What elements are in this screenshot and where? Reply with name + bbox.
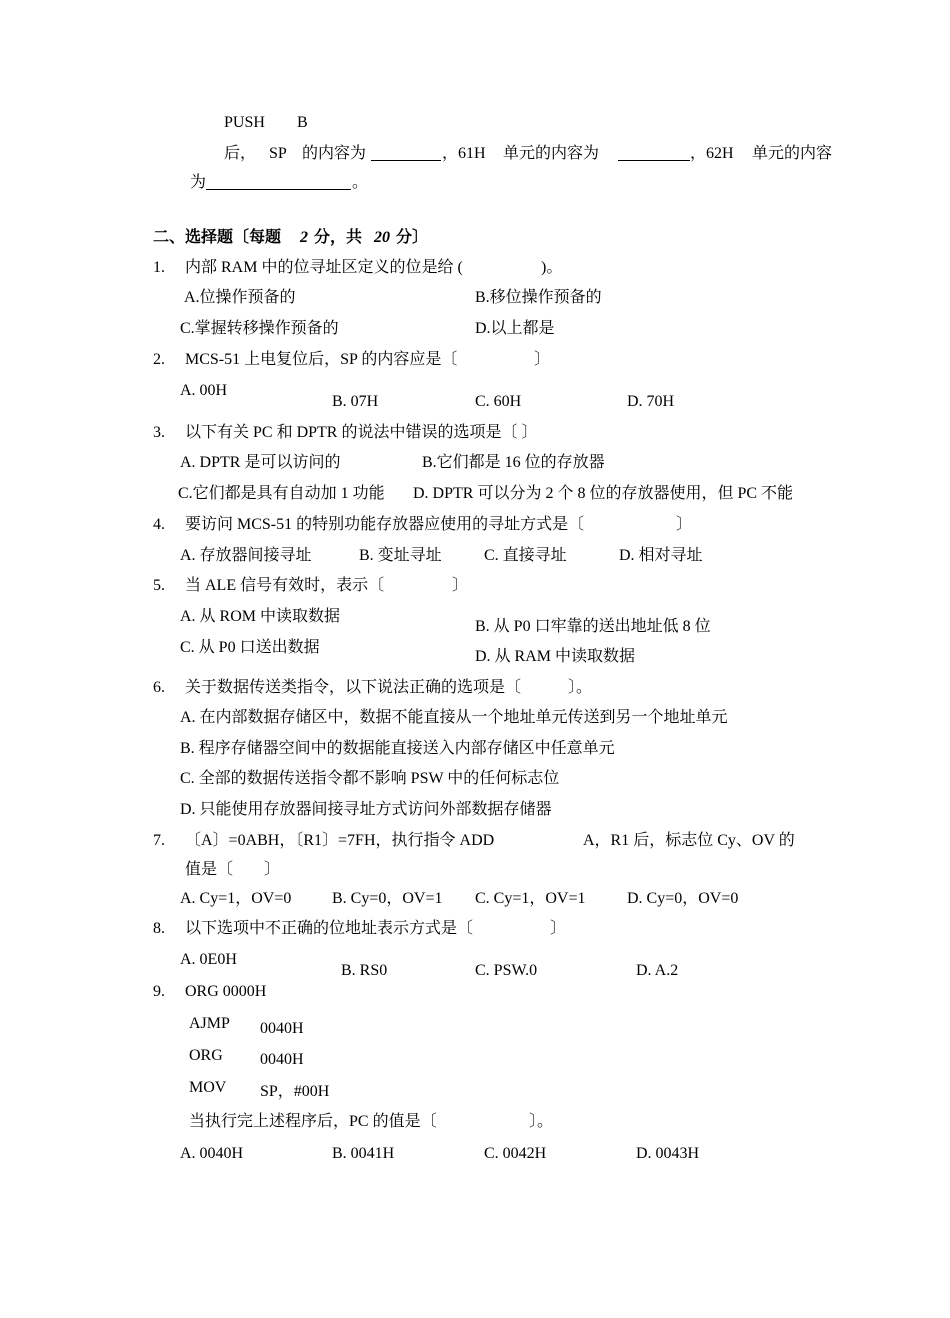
question-text: 〕。 bbox=[529, 1113, 554, 1130]
option-d: D.以上都是 bbox=[475, 320, 555, 337]
question-number: 3. bbox=[153, 424, 165, 441]
question-number: 4. bbox=[153, 516, 165, 533]
question-text: 关于数据传送类指令，以下说法正确的选项是〔 bbox=[185, 679, 522, 696]
question-text: 内部 RAM 中的位寻址区定义的位是给 ( bbox=[185, 259, 463, 276]
option-a: A. 0E0H bbox=[180, 951, 237, 968]
fill-blank bbox=[371, 144, 441, 167]
intro-text: 的内容为 bbox=[302, 145, 367, 162]
code-instruction: MOV bbox=[189, 1079, 227, 1096]
question-text: 〕。 bbox=[568, 679, 593, 696]
option-a: A. 存放器间接寻址 bbox=[180, 547, 312, 564]
code-operand: 0040H bbox=[260, 1051, 304, 1068]
question-number: 9. bbox=[153, 983, 165, 1000]
question-text: A，R1 后，标志位 Cy、OV 的 bbox=[583, 832, 795, 849]
question-text: )。 bbox=[541, 259, 563, 276]
option-d: D. 0043H bbox=[636, 1145, 700, 1162]
option-c: C. 全部的数据传送指令都不影响 PSW 中的任何标志位 bbox=[180, 770, 560, 787]
option-d: D. DPTR 可以分为 2 个 8 位的存放器使用，但 PC 不能 bbox=[413, 485, 794, 502]
fill-blank bbox=[206, 173, 351, 196]
intro-text: 单元的内容为 bbox=[503, 145, 600, 162]
question-text: 当 ALE 信号有效时，表示〔 bbox=[185, 577, 385, 594]
question-text: 当执行完上述程序后，PC 的值是〔 bbox=[189, 1113, 437, 1130]
intro-text: SP bbox=[269, 145, 287, 162]
question-text: 要访问 MCS-51 的特别功能存放器应使用的寻址方式是〔 bbox=[185, 516, 585, 533]
option-d: D. 70H bbox=[627, 393, 675, 410]
option-a: A. 00H bbox=[180, 382, 228, 399]
intro-text: 单元的内容 bbox=[752, 145, 833, 162]
question-number: 6. bbox=[153, 679, 165, 696]
question-text: 〔A〕=0ABH，〔R1〕=7FH，执行指令 ADD bbox=[185, 832, 495, 849]
question-text: 〕 bbox=[534, 351, 551, 368]
option-d: D. A.2 bbox=[636, 962, 679, 979]
question-text: MCS-51 上电复位后，SP 的内容应是〔 bbox=[185, 351, 458, 368]
code-operand: SP，#00H bbox=[260, 1083, 330, 1100]
option-d: D. 相对寻址 bbox=[619, 547, 703, 564]
document-page: PUSH B 后， SP 的内容为 ，61H 单元的内容为 ，62H 单元的内容 为 。 二、选择题〔每题 2 分，共 20 分〕 1. 内部 RAM 中的位寻址区定义的位是给 ( )。 A.位操作预备的 B.移位操作预备的 C.掌握转移操作预备的 D.以上都是 2. MCS-51 上电复位后，SP 的内容应是〔 〕 A. 00H B. 07H C. 60H D. 70H 3. 以下有关 PC 和 DPTR 的说法中错误的选项是〔 〕 A. DPTR 是可以访问的 B.它们都是 16 位的存放器 C.它们都是具有自动加 1 功能 D. DPTR 可以分为 2 个 8 位的存放器使用，但 PC 不能 4. 要访问 MCS-51 的特别功能存放器应使用的寻址方式是〔 〕 A. 存放器间接寻址 B. 变址寻址 C. 直接寻址 D. 相对寻址 5. 当 ALE 信号有效时，表示〔 〕 A. 从 ROM 中读取数据 B. 从 P0 口牢靠的送出地址低 8 位 C. 从 P0 口送出数据 D. 从 RAM 中读取数据 6. 关于数据传送类指令，以下说法正确的选项是〔 〕。 A. 在内部数据存储区中，数据不能直接从一个地址单元传送到另一个地址单元 B. 程序存储器空间中的数据能直接送入内部存储区中任意单元 C. 全部的数据传送指令都不影响 PSW 中的任何标志位 D. 只能使用存放器间接寻址方式访问外部数据存储器 7. 〔A〕=0ABH，〔R1〕=7FH，执行指令 ADD A，R1 后，标志位 Cy、OV 的 值是〔 〕 A. Cy=1，OV=0 B. Cy=0，OV=1 C. Cy=1，OV=1 D. Cy=0，OV=0 8. 以下选项中不正确的位地址表示方式是〔 〕 A. 0E0H B. RS0 C. PSW.0 D. A.2 9. ORG 0000H AJMP 0040H ORG 0040H MOV SP，#00H 当执行完上述程序后，PC 的值是〔 〕。 A. 0040H B. 0041H C. 0042H D. 0043H bbox=[0, 0, 950, 1318]
option-b: B.移位操作预备的 bbox=[475, 289, 602, 306]
option-b: B. 07H bbox=[332, 393, 379, 410]
question-text: 〕 bbox=[264, 861, 281, 878]
intro-text: 为 bbox=[190, 174, 207, 191]
option-c: C. Cy=1，OV=1 bbox=[475, 890, 586, 907]
question-text: ORG 0000H bbox=[185, 983, 267, 1000]
intro-push: PUSH bbox=[224, 114, 265, 131]
option-a: A.位操作预备的 bbox=[184, 289, 296, 306]
option-b: B. RS0 bbox=[341, 962, 388, 979]
question-number: 1. bbox=[153, 259, 165, 276]
intro-text: 。 bbox=[352, 174, 369, 191]
code-operand: 0040H bbox=[260, 1020, 304, 1037]
option-b: B. 从 P0 口牢靠的送出地址低 8 位 bbox=[475, 618, 711, 635]
option-c: C. PSW.0 bbox=[475, 962, 538, 979]
question-number: 2. bbox=[153, 351, 165, 368]
intro-push-operand: B bbox=[297, 114, 308, 131]
question-text: 以下选项中不正确的位地址表示方式是〔 bbox=[185, 920, 474, 937]
option-b: B. 程序存储器空间中的数据能直接送入内部存储区中任意单元 bbox=[180, 740, 615, 757]
option-c: C. 60H bbox=[475, 393, 522, 410]
code-instruction: ORG bbox=[189, 1047, 223, 1064]
question-text: 值是〔 bbox=[185, 861, 234, 878]
intro-text: ，62H bbox=[690, 145, 734, 162]
option-c: C.掌握转移操作预备的 bbox=[180, 320, 339, 337]
question-text: 以下有关 PC 和 DPTR 的说法中错误的选项是〔 〕 bbox=[185, 424, 538, 441]
option-b: B. 变址寻址 bbox=[359, 547, 442, 564]
option-c: C. 从 P0 口送出数据 bbox=[180, 639, 320, 656]
intro-text: ，61H bbox=[442, 145, 486, 162]
option-a: A. 从 ROM 中读取数据 bbox=[180, 608, 341, 625]
question-number: 8. bbox=[153, 920, 165, 937]
question-number: 7. bbox=[153, 832, 165, 849]
option-a: A. DPTR 是可以访问的 bbox=[180, 454, 341, 471]
code-instruction: AJMP bbox=[189, 1015, 230, 1032]
question-number: 5. bbox=[153, 577, 165, 594]
option-d: D. 只能使用存放器间接寻址方式访问外部数据存储器 bbox=[180, 801, 552, 818]
option-b: B. 0041H bbox=[332, 1145, 395, 1162]
option-d: D. 从 RAM 中读取数据 bbox=[475, 648, 636, 665]
option-b: B. Cy=0，OV=1 bbox=[332, 890, 443, 907]
option-a: A. 在内部数据存储区中，数据不能直接从一个地址单元传送到另一个地址单元 bbox=[180, 709, 728, 726]
question-text: 〕 bbox=[452, 577, 469, 594]
fill-blank bbox=[618, 144, 690, 167]
option-d: D. Cy=0，OV=0 bbox=[627, 890, 739, 907]
question-text: 〕 bbox=[676, 516, 693, 533]
intro-text: 后， bbox=[224, 145, 257, 162]
question-text: 〕 bbox=[550, 920, 567, 937]
option-c: C.它们都是具有自动加 1 功能 bbox=[178, 485, 385, 502]
option-b: B.它们都是 16 位的存放器 bbox=[422, 454, 605, 471]
option-a: A. 0040H bbox=[180, 1145, 244, 1162]
option-a: A. Cy=1，OV=0 bbox=[180, 890, 292, 907]
option-c: C. 直接寻址 bbox=[484, 547, 567, 564]
option-c: C. 0042H bbox=[484, 1145, 547, 1162]
